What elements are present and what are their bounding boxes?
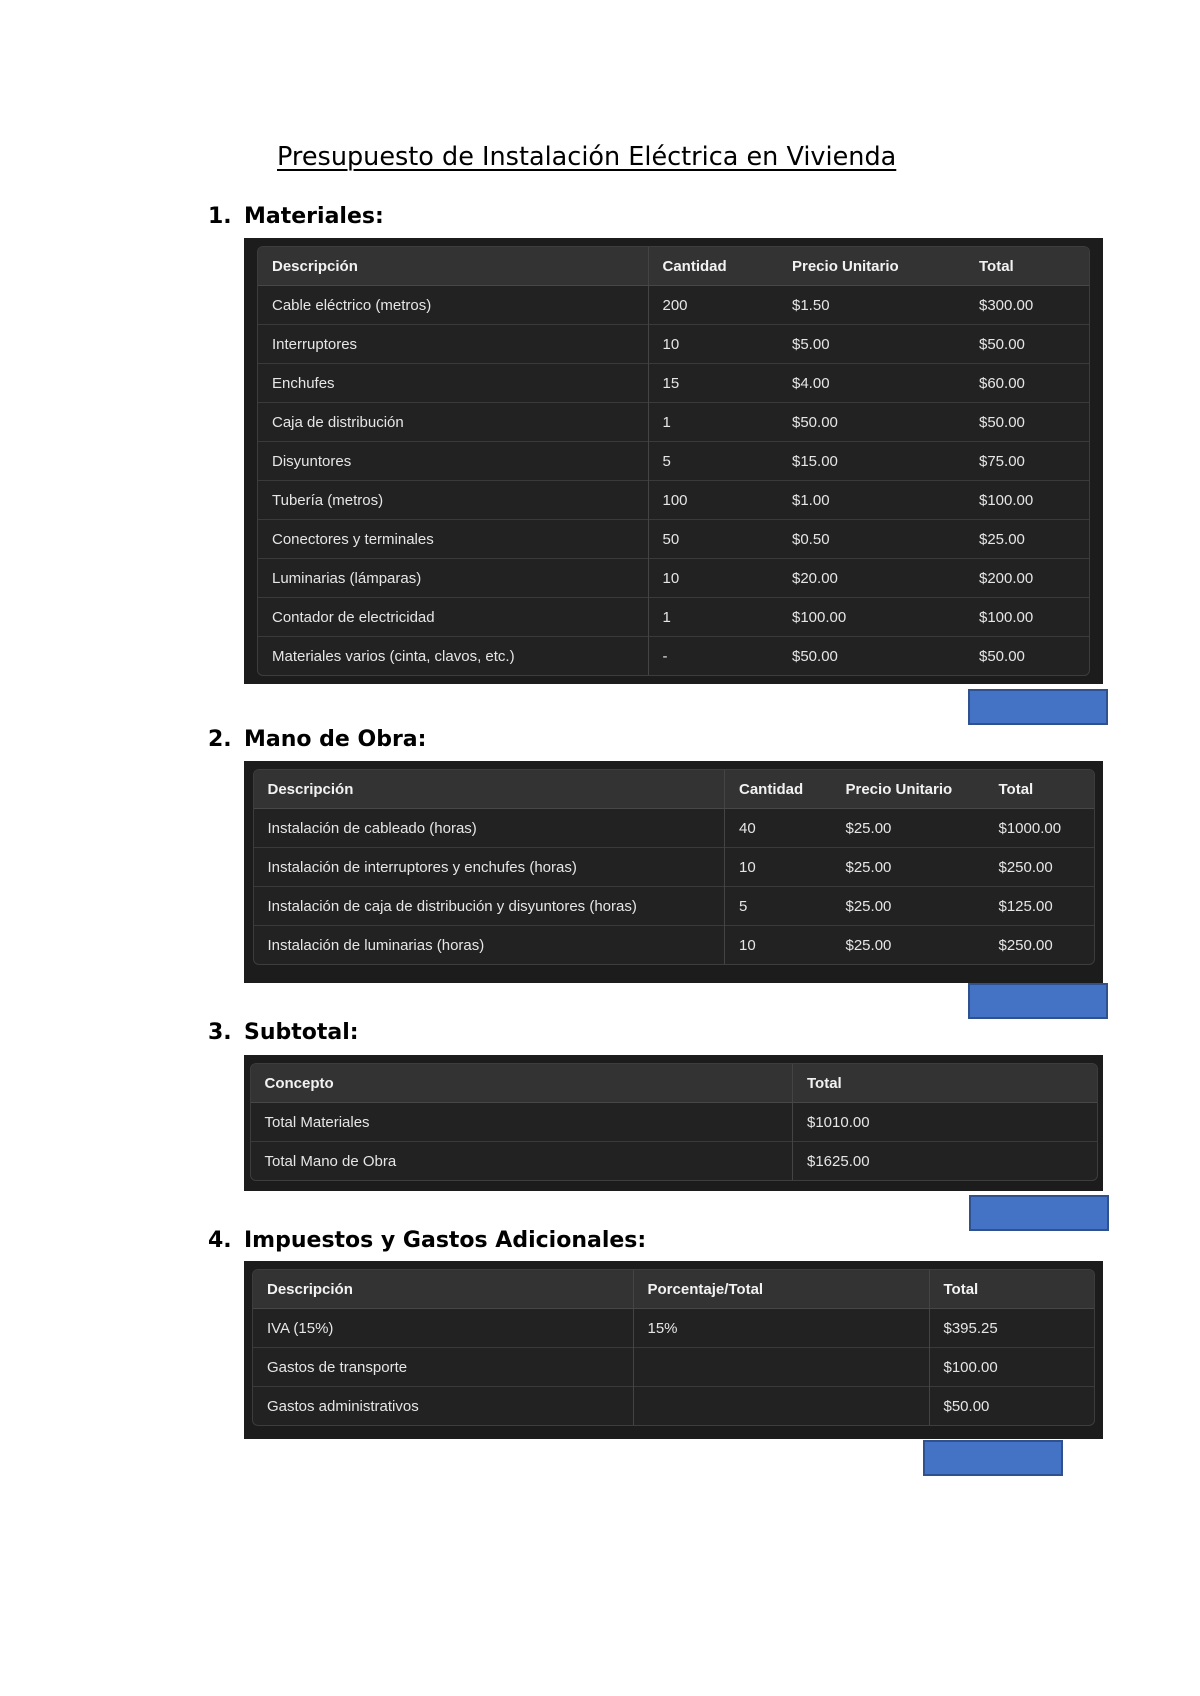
- column-header: Cantidad: [648, 247, 778, 286]
- table-cell: $25.00: [845, 819, 892, 837]
- section-number: 1.: [208, 204, 232, 229]
- table-cell: 10: [648, 559, 778, 598]
- table-row: [258, 520, 1089, 559]
- document-title: Presupuesto de Instalación Eléctrica en Vivienda: [277, 142, 897, 172]
- table-row: [254, 926, 1094, 965]
- table-cell: Tubería (metros): [258, 481, 648, 520]
- table-cell: IVA (15%): [253, 1309, 633, 1348]
- table-cell: $50.00: [965, 403, 1089, 442]
- blue-rectangle-shape: [969, 1195, 1109, 1231]
- table-cell: 10: [725, 926, 832, 965]
- table-cell: $200.00: [965, 559, 1089, 598]
- table-cell: 1: [648, 403, 778, 442]
- table-cell: 1: [648, 598, 778, 637]
- table-cell: Conectores y terminales: [258, 520, 648, 559]
- section-number: 4.: [208, 1228, 232, 1253]
- column-header: Concepto: [251, 1064, 793, 1103]
- table-cell: [633, 1387, 929, 1426]
- table-cell: $20.00: [778, 559, 965, 598]
- table-header-row: [258, 247, 1089, 286]
- table-cell: $1.50: [792, 296, 830, 314]
- impuestos-table: [253, 1270, 1094, 1425]
- column-header: Descripción: [253, 1270, 633, 1309]
- table-cell: $50.00: [929, 1387, 1094, 1426]
- table-cell: $25.00: [832, 848, 985, 887]
- column-header: Precio Unitario: [778, 247, 965, 286]
- section-number: 3.: [208, 1020, 232, 1045]
- table-cell: $250.00: [985, 848, 1094, 887]
- column-header: Total: [929, 1270, 1094, 1309]
- column-header: Total: [985, 770, 1094, 809]
- table-cell: 15%: [633, 1309, 929, 1348]
- table-row: [251, 1142, 1097, 1181]
- table-row: [254, 887, 1094, 926]
- table-cell: $100.00: [778, 598, 965, 637]
- section-title: Subtotal:: [244, 1020, 359, 1045]
- table-cell: Luminarias (lámparas): [258, 559, 648, 598]
- section-number: 2.: [208, 727, 232, 752]
- subtotal-table: [251, 1064, 1097, 1180]
- table-cell: Materiales varios (cinta, clavos, etc.): [258, 637, 648, 676]
- table-cell: $25.00: [832, 887, 985, 926]
- table-cell: 5: [648, 442, 778, 481]
- table-cell: Disyuntores: [258, 442, 648, 481]
- section-heading-materiales: [208, 204, 384, 229]
- table-cell: $15.00: [778, 442, 965, 481]
- table-cell: $50.00: [965, 325, 1089, 364]
- column-header: Total: [793, 1064, 1097, 1103]
- table-row: [258, 403, 1089, 442]
- table-row: [258, 598, 1089, 637]
- mano-de-obra-table-container: [244, 761, 1103, 983]
- table-cell: Gastos administrativos: [253, 1387, 633, 1426]
- table-header-row: [254, 770, 1094, 809]
- table-cell: $60.00: [965, 364, 1089, 403]
- section-title: Mano de Obra:: [244, 727, 427, 752]
- table-cell: $25.00: [832, 926, 985, 965]
- table-cell: $100.00: [929, 1348, 1094, 1387]
- table-cell: $395.25: [943, 1319, 998, 1337]
- table-cell: $250.00: [985, 926, 1094, 965]
- table-cell: 40: [739, 819, 756, 837]
- table-cell: 100: [648, 481, 778, 520]
- table-cell: Enchufes: [258, 364, 648, 403]
- column-header: Porcentaje/Total: [633, 1270, 929, 1309]
- table-cell: $100.00: [965, 481, 1089, 520]
- table-cell: 10: [725, 848, 832, 887]
- table-row: [258, 442, 1089, 481]
- table-row: [251, 1103, 1097, 1142]
- column-header: Total: [965, 247, 1089, 286]
- table-row: [258, 286, 1089, 325]
- table-cell: $1000.00: [998, 819, 1062, 837]
- table-cell: $50.00: [965, 637, 1089, 676]
- impuestos-table-container: [244, 1261, 1103, 1439]
- section-heading-impuestos: [208, 1228, 646, 1253]
- table-cell: $125.00: [985, 887, 1094, 926]
- table-row: [258, 481, 1089, 520]
- subtotal-table-container: [244, 1055, 1103, 1191]
- table-cell: $100.00: [965, 598, 1089, 637]
- table-cell: $75.00: [965, 442, 1089, 481]
- table-cell: $1625.00: [793, 1142, 1097, 1181]
- table-cell: 200: [662, 296, 688, 314]
- blue-rectangle-shape: [968, 689, 1108, 725]
- column-header: Precio Unitario: [832, 770, 985, 809]
- table-header-row: [251, 1064, 1097, 1103]
- table-cell: $50.00: [778, 403, 965, 442]
- section-title: Impuestos y Gastos Adicionales:: [244, 1228, 647, 1253]
- column-header: Descripción: [258, 247, 648, 286]
- table-cell: $4.00: [778, 364, 965, 403]
- column-header: Descripción: [254, 770, 725, 809]
- materiales-table-container: [244, 238, 1103, 684]
- table-cell: Cable eléctrico (metros): [258, 286, 648, 325]
- table-row: [254, 848, 1094, 887]
- table-row: [258, 325, 1089, 364]
- table-row: [253, 1348, 1094, 1387]
- table-cell: Gastos de transporte: [253, 1348, 633, 1387]
- section-title: Materiales:: [244, 204, 384, 229]
- blue-rectangle-shape: [968, 983, 1108, 1019]
- table-cell: 10: [648, 325, 778, 364]
- table-cell: Instalación de caja de distribución y disyuntores (horas): [254, 887, 725, 926]
- table-cell: [633, 1348, 929, 1387]
- table-row: [258, 364, 1089, 403]
- table-row: [254, 809, 1094, 848]
- table-cell: $300.00: [979, 296, 1034, 314]
- mano-de-obra-table: [254, 770, 1094, 964]
- table-cell: $25.00: [965, 520, 1089, 559]
- table-cell: Instalación de cableado (horas): [254, 809, 725, 848]
- table-row: [258, 637, 1089, 676]
- table-cell: $5.00: [778, 325, 965, 364]
- table-row: [258, 559, 1089, 598]
- table-cell: 50: [648, 520, 778, 559]
- table-cell: Total Mano de Obra: [251, 1142, 793, 1181]
- table-cell: Total Materiales: [251, 1103, 793, 1142]
- table-cell: Interruptores: [258, 325, 648, 364]
- table-cell: $1.00: [778, 481, 965, 520]
- table-cell: 15: [648, 364, 778, 403]
- table-cell: Contador de electricidad: [258, 598, 648, 637]
- table-cell: Caja de distribución: [258, 403, 648, 442]
- table-cell: Instalación de interruptores y enchufes (horas): [254, 848, 725, 887]
- table-cell: $0.50: [778, 520, 965, 559]
- table-header-row: [253, 1270, 1094, 1309]
- table-row: [253, 1309, 1094, 1348]
- table-cell: -: [648, 637, 778, 676]
- table-row: [253, 1387, 1094, 1426]
- column-header: Cantidad: [725, 770, 832, 809]
- table-cell: Instalación de luminarias (horas): [254, 926, 725, 965]
- section-heading-subtotal: [208, 1020, 359, 1045]
- table-cell: $1010.00: [807, 1113, 870, 1131]
- table-cell: 5: [725, 887, 832, 926]
- section-heading-mano-de-obra: [208, 727, 426, 752]
- blue-rectangle-shape: [923, 1440, 1063, 1476]
- table-cell: $50.00: [778, 637, 965, 676]
- materiales-table: [258, 247, 1089, 675]
